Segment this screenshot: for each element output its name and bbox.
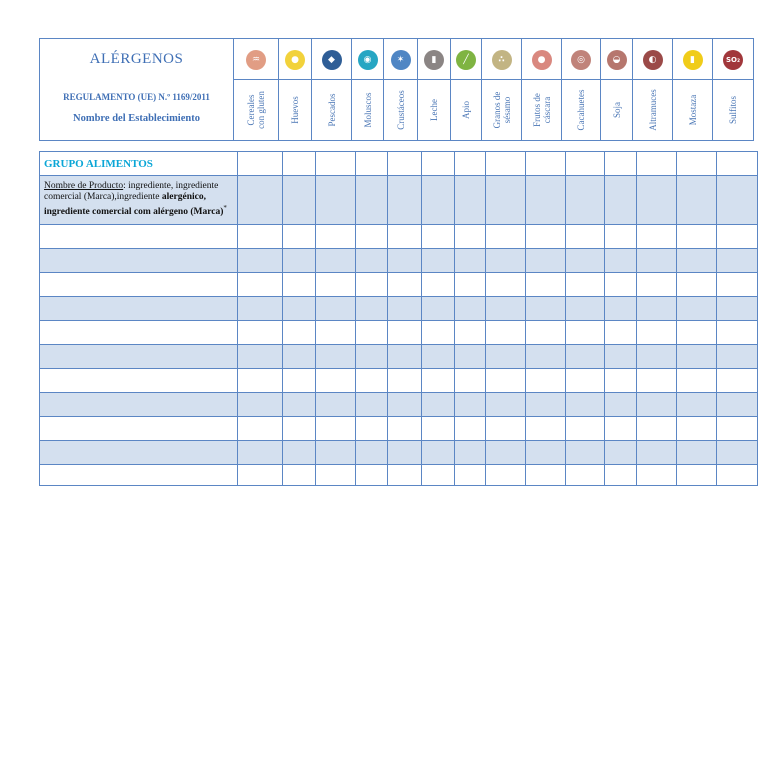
allergen-check-cell[interactable]: [356, 369, 388, 393]
allergen-check-cell[interactable]: [637, 225, 677, 249]
allergen-check-cell[interactable]: [717, 465, 758, 486]
allergen-check-cell[interactable]: [526, 345, 566, 369]
table-row: [40, 465, 758, 486]
allergen-check-cell[interactable]: [238, 225, 283, 249]
allergen-check-cell[interactable]: [422, 393, 455, 417]
allergen-check-cell[interactable]: [526, 225, 566, 249]
allergen-check-cell[interactable]: [356, 417, 388, 441]
allergen-check-cell[interactable]: [356, 441, 388, 465]
allergen-check-cell[interactable]: [605, 321, 637, 345]
lupin-icon: ◐: [643, 50, 663, 70]
milk-icon: ▮: [424, 50, 444, 70]
group-label: GRUPO ALIMENTOS: [44, 157, 153, 170]
allergen-check-cell[interactable]: [717, 369, 758, 393]
allergen-check-cell[interactable]: [316, 393, 356, 417]
allergen-check-cell[interactable]: [486, 441, 526, 465]
allergen-icon-cell: [522, 39, 562, 80]
allergen-check-cell[interactable]: [566, 152, 605, 176]
mustard-icon: ▮: [683, 50, 703, 70]
fish-icon: ◆: [322, 50, 342, 70]
allergen-check-cell[interactable]: [637, 345, 677, 369]
allergen-icon-cell: [279, 39, 312, 80]
product-text: Nombre de Producto: [44, 181, 124, 192]
allergen-check-cell[interactable]: [422, 176, 455, 225]
allergen-label: Soja: [611, 101, 622, 119]
allergen-icon-cell: [352, 39, 384, 80]
allergen-check-cell[interactable]: [422, 152, 455, 176]
allergen-check-cell[interactable]: [422, 441, 455, 465]
allergen-check-cell[interactable]: [316, 273, 356, 297]
allergen-check-cell[interactable]: [486, 176, 526, 225]
allergen-check-cell[interactable]: [283, 176, 316, 225]
allergen-check-cell[interactable]: [388, 152, 422, 176]
allergen-check-cell[interactable]: [677, 321, 717, 345]
allergen-label-cell: [279, 80, 312, 141]
allergen-label-cell: [601, 80, 633, 141]
allergen-check-cell[interactable]: [283, 321, 316, 345]
allergen-check-cell[interactable]: [316, 225, 356, 249]
table-row: [40, 417, 758, 441]
allergen-check-cell[interactable]: [566, 225, 605, 249]
allergen-check-cell[interactable]: [677, 176, 717, 225]
allergen-check-cell[interactable]: [356, 393, 388, 417]
allergen-check-cell[interactable]: [637, 393, 677, 417]
allergen-check-cell[interactable]: [238, 393, 283, 417]
table-row: [40, 321, 758, 345]
allergen-check-cell[interactable]: [356, 345, 388, 369]
allergen-check-cell[interactable]: [388, 345, 422, 369]
allergen-label-cell: [418, 80, 451, 141]
allergen-check-cell[interactable]: [717, 273, 758, 297]
allergen-check-cell[interactable]: [356, 465, 388, 486]
allergen-check-cell[interactable]: [455, 152, 486, 176]
allergen-label-cell: [562, 80, 601, 141]
allergen-check-cell[interactable]: [486, 273, 526, 297]
allergen-check-cell[interactable]: [486, 297, 526, 321]
allergen-check-cell[interactable]: [356, 249, 388, 273]
allergen-label: Sulfitos: [728, 95, 738, 125]
allergen-check-cell[interactable]: [422, 345, 455, 369]
allergen-label: Pescados: [326, 93, 337, 127]
allergen-icon-cell: [601, 39, 633, 80]
allergen-check-cell[interactable]: [388, 249, 422, 273]
allergen-check-cell[interactable]: [717, 225, 758, 249]
food-cell[interactable]: [40, 465, 238, 486]
allergen-check-cell[interactable]: [356, 273, 388, 297]
table-row: [40, 225, 758, 249]
allergen-check-cell[interactable]: [388, 176, 422, 225]
allergen-icon-cell: [384, 39, 418, 80]
allergen-check-cell[interactable]: [388, 441, 422, 465]
allergen-check-cell[interactable]: [717, 393, 758, 417]
allergen-check-cell[interactable]: [677, 369, 717, 393]
allergen-check-cell[interactable]: [605, 249, 637, 273]
allergen-check-cell[interactable]: [486, 321, 526, 345]
allergen-check-cell[interactable]: [316, 369, 356, 393]
allergen-label: Leche: [429, 99, 439, 121]
mollusc-icon: ◉: [358, 50, 378, 70]
allergen-check-cell[interactable]: [566, 393, 605, 417]
allergen-check-cell[interactable]: [605, 441, 637, 465]
allergen-check-cell[interactable]: [717, 176, 758, 225]
allergen-check-cell[interactable]: [455, 297, 486, 321]
allergen-check-cell[interactable]: [566, 345, 605, 369]
allergen-check-cell[interactable]: [388, 297, 422, 321]
allergen-label-cell: [451, 80, 482, 141]
establishment-name: Nombre del Establecimiento: [73, 113, 200, 124]
allergen-check-cell[interactable]: [316, 249, 356, 273]
allergen-check-cell[interactable]: [455, 441, 486, 465]
table-row: [40, 441, 758, 465]
allergen-check-cell[interactable]: [717, 297, 758, 321]
allergen-check-cell[interactable]: [717, 345, 758, 369]
allergen-check-cell[interactable]: [238, 369, 283, 393]
wheat-icon: ♒: [246, 50, 266, 70]
allergen-check-cell[interactable]: [316, 152, 356, 176]
allergen-icon-cell: [562, 39, 601, 80]
allergen-check-cell[interactable]: [605, 176, 637, 225]
allergen-check-cell[interactable]: [677, 417, 717, 441]
allergen-label: Altramuces: [647, 89, 658, 131]
food-cell[interactable]: [40, 417, 238, 441]
allergen-check-cell[interactable]: [422, 369, 455, 393]
allergen-check-cell[interactable]: [605, 273, 637, 297]
product-text: alergénico, ingrediente comercial com alérgeno (Marca): [44, 192, 224, 218]
food-cell[interactable]: [40, 297, 238, 321]
allergen-check-cell[interactable]: [388, 393, 422, 417]
allergen-icon-cell: [713, 39, 754, 80]
sulphite-icon: SO₂: [723, 50, 743, 70]
allergen-check-cell[interactable]: [238, 176, 283, 225]
allergen-check-cell[interactable]: [526, 249, 566, 273]
allergen-check-cell[interactable]: [677, 441, 717, 465]
allergen-check-cell[interactable]: [388, 321, 422, 345]
table-row: [40, 273, 758, 297]
allergen-check-cell[interactable]: [316, 297, 356, 321]
allergen-check-cell[interactable]: [566, 417, 605, 441]
allergen-check-cell[interactable]: [486, 465, 526, 486]
allergen-check-cell[interactable]: [717, 152, 758, 176]
table-row: [40, 249, 758, 273]
allergen-check-cell[interactable]: [455, 345, 486, 369]
allergen-check-cell[interactable]: [677, 345, 717, 369]
soy-icon: ◒: [607, 50, 627, 70]
allergen-check-cell[interactable]: [566, 249, 605, 273]
allergen-icon-cell: [234, 39, 279, 80]
allergen-check-cell[interactable]: [283, 345, 316, 369]
allergen-check-cell[interactable]: [677, 273, 717, 297]
allergen-check-cell[interactable]: [637, 321, 677, 345]
allergen-label-cell: [713, 80, 754, 141]
allergen-check-cell[interactable]: [455, 417, 486, 441]
product-description: [40, 179, 237, 220]
allergen-check-cell[interactable]: [316, 176, 356, 225]
table-row: [40, 297, 758, 321]
allergen-check-cell[interactable]: [526, 321, 566, 345]
allergen-check-cell[interactable]: [486, 345, 526, 369]
allergen-label-cell: [352, 80, 384, 141]
allergen-check-cell[interactable]: [566, 321, 605, 345]
product-text: *: [223, 204, 227, 213]
allergen-label-cell: [633, 80, 673, 141]
allergen-icon-cell: [633, 39, 673, 80]
allergen-label-cell: [234, 80, 279, 141]
allergen-check-cell[interactable]: [486, 152, 526, 176]
allergen-check-cell[interactable]: [238, 249, 283, 273]
allergen-check-cell[interactable]: [283, 393, 316, 417]
allergen-check-cell[interactable]: [637, 297, 677, 321]
allergen-check-cell[interactable]: [283, 369, 316, 393]
allergen-check-cell[interactable]: [637, 176, 677, 225]
allergen-check-cell[interactable]: [388, 369, 422, 393]
allergen-check-cell[interactable]: [637, 249, 677, 273]
allergen-check-cell[interactable]: [356, 176, 388, 225]
allergen-check-cell[interactable]: [526, 297, 566, 321]
allergen-check-cell[interactable]: [637, 273, 677, 297]
allergen-check-cell[interactable]: [455, 225, 486, 249]
allergen-check-cell[interactable]: [526, 152, 566, 176]
allergen-check-cell[interactable]: [388, 465, 422, 486]
allergen-check-cell[interactable]: [316, 417, 356, 441]
allergen-check-cell[interactable]: [605, 297, 637, 321]
allergen-check-cell[interactable]: [677, 152, 717, 176]
allergen-check-cell[interactable]: [455, 465, 486, 486]
allergen-check-cell[interactable]: [605, 152, 637, 176]
allergen-check-cell[interactable]: [605, 465, 637, 486]
allergen-check-cell[interactable]: [605, 417, 637, 441]
food-cell[interactable]: [40, 249, 238, 273]
allergen-check-cell[interactable]: [356, 321, 388, 345]
allergen-check-cell[interactable]: [238, 441, 283, 465]
allergen-label: Crustáceos: [395, 90, 406, 130]
egg-icon: ●: [285, 50, 305, 70]
allergen-icon-cell: [418, 39, 451, 80]
header-table: [39, 38, 754, 141]
allergen-label: Frutos de cáscara: [531, 93, 552, 127]
allergen-check-cell[interactable]: [455, 393, 486, 417]
allergen-label: Granos de sésamo: [491, 91, 512, 129]
food-cell[interactable]: [40, 441, 238, 465]
allergen-check-cell[interactable]: [283, 465, 316, 486]
allergen-check-cell[interactable]: [526, 441, 566, 465]
allergen-check-cell[interactable]: [238, 417, 283, 441]
allergen-check-cell[interactable]: [455, 321, 486, 345]
allergen-check-cell[interactable]: [238, 321, 283, 345]
crab-icon: ✶: [391, 50, 411, 70]
allergen-label: Apio: [461, 101, 471, 119]
allergen-check-cell[interactable]: [526, 393, 566, 417]
allergen-check-cell[interactable]: [486, 393, 526, 417]
allergen-check-cell[interactable]: [526, 465, 566, 486]
allergen-check-cell[interactable]: [526, 417, 566, 441]
allergen-check-cell[interactable]: [422, 321, 455, 345]
allergen-label-cell: [522, 80, 562, 141]
allergen-check-cell[interactable]: [238, 465, 283, 486]
allergen-check-cell[interactable]: [677, 249, 717, 273]
allergen-label-cell: [312, 80, 352, 141]
allergen-label: Cacahuetes: [576, 89, 586, 131]
allergen-check-cell[interactable]: [637, 417, 677, 441]
allergen-check-cell[interactable]: [422, 249, 455, 273]
allergen-check-cell[interactable]: [422, 225, 455, 249]
celery-icon: ╱: [456, 50, 476, 70]
allergen-check-cell[interactable]: [605, 393, 637, 417]
allergen-check-cell[interactable]: [316, 441, 356, 465]
allergen-label-cell: [673, 80, 713, 141]
food-cell[interactable]: [40, 152, 238, 176]
allergen-check-cell[interactable]: [637, 369, 677, 393]
allergen-icon-cell: [673, 39, 713, 80]
icon-row: [40, 39, 754, 80]
allergen-icon-cell: [312, 39, 352, 80]
allergen-check-cell[interactable]: [238, 345, 283, 369]
allergen-check-cell[interactable]: [238, 273, 283, 297]
allergen-check-cell[interactable]: [605, 225, 637, 249]
allergen-check-cell[interactable]: [283, 297, 316, 321]
allergen-check-cell[interactable]: [486, 249, 526, 273]
allergen-check-cell[interactable]: [566, 297, 605, 321]
food-cell[interactable]: [40, 345, 238, 369]
allergen-check-cell[interactable]: [717, 249, 758, 273]
sesame-icon: ∴: [492, 50, 512, 70]
title-block: [40, 39, 234, 141]
allergen-check-cell[interactable]: [388, 417, 422, 441]
allergen-check-cell[interactable]: [238, 297, 283, 321]
allergen-sheet: [39, 38, 740, 486]
product-text: : ingrediente, ingrediente comercial (Marca),ingrediente: [44, 181, 219, 203]
food-cell[interactable]: [40, 225, 238, 249]
table-row: [40, 152, 758, 176]
food-cell[interactable]: [40, 321, 238, 345]
allergen-label-cell: [482, 80, 522, 141]
allergen-check-cell[interactable]: [637, 465, 677, 486]
allergen-check-cell[interactable]: [677, 225, 717, 249]
allergen-check-cell[interactable]: [566, 176, 605, 225]
allergen-check-cell[interactable]: [717, 441, 758, 465]
allergen-check-cell[interactable]: [637, 152, 677, 176]
allergen-check-cell[interactable]: [356, 225, 388, 249]
allergen-check-cell[interactable]: [717, 417, 758, 441]
allergen-check-cell[interactable]: [605, 345, 637, 369]
nut-icon: ●: [532, 50, 552, 70]
allergen-check-cell[interactable]: [283, 225, 316, 249]
allergen-check-cell[interactable]: [605, 369, 637, 393]
allergen-check-cell[interactable]: [422, 465, 455, 486]
allergen-check-cell[interactable]: [455, 176, 486, 225]
allergen-check-cell[interactable]: [566, 273, 605, 297]
allergen-check-cell[interactable]: [677, 465, 717, 486]
allergen-check-cell[interactable]: [717, 321, 758, 345]
allergen-label: Cereales con gluten: [246, 91, 266, 129]
allergen-icon-cell: [482, 39, 522, 80]
allergen-check-cell[interactable]: [388, 225, 422, 249]
allergen-label: Huevos: [290, 96, 300, 124]
allergen-check-cell[interactable]: [238, 152, 283, 176]
allergen-check-cell[interactable]: [566, 465, 605, 486]
food-cell[interactable]: [40, 369, 238, 393]
allergen-label: Moluscos: [362, 92, 373, 128]
table-row: [40, 369, 758, 393]
allergen-check-cell[interactable]: [356, 152, 388, 176]
allergen-check-cell[interactable]: [422, 417, 455, 441]
allergen-check-cell[interactable]: [455, 273, 486, 297]
regulation-ref: REGULAMENTO (UE) N.º 1169/2011: [63, 92, 210, 102]
allergen-check-cell[interactable]: [422, 273, 455, 297]
allergen-check-cell[interactable]: [283, 152, 316, 176]
allergen-check-cell[interactable]: [283, 249, 316, 273]
allergen-check-cell[interactable]: [455, 249, 486, 273]
allergen-check-cell[interactable]: [422, 297, 455, 321]
table-row: [40, 176, 758, 225]
allergen-check-cell[interactable]: [316, 321, 356, 345]
food-cell[interactable]: [40, 273, 238, 297]
allergen-check-cell[interactable]: [677, 393, 717, 417]
allergen-check-cell[interactable]: [677, 297, 717, 321]
allergen-label-cell: [384, 80, 418, 141]
allergen-check-cell[interactable]: [455, 369, 486, 393]
allergen-grid: [39, 151, 758, 486]
peanut-icon: ◎: [571, 50, 591, 70]
allergen-check-cell[interactable]: [283, 441, 316, 465]
allergen-check-cell[interactable]: [486, 225, 526, 249]
allergen-check-cell[interactable]: [486, 369, 526, 393]
food-cell[interactable]: [40, 176, 238, 225]
allergen-label: Mostaza: [687, 94, 698, 126]
allergen-icon-cell: [451, 39, 482, 80]
allergen-check-cell[interactable]: [526, 273, 566, 297]
allergen-check-cell[interactable]: [388, 273, 422, 297]
sheet-title: ALÉRGENOS: [89, 51, 184, 67]
table-row: [40, 393, 758, 417]
allergen-check-cell[interactable]: [316, 465, 356, 486]
table-row: [40, 345, 758, 369]
allergen-check-cell[interactable]: [283, 417, 316, 441]
allergen-check-cell[interactable]: [566, 369, 605, 393]
allergen-check-cell[interactable]: [526, 369, 566, 393]
allergen-check-cell[interactable]: [566, 441, 605, 465]
allergen-check-cell[interactable]: [637, 441, 677, 465]
allergen-check-cell[interactable]: [316, 345, 356, 369]
allergen-check-cell[interactable]: [526, 176, 566, 225]
food-cell[interactable]: [40, 393, 238, 417]
allergen-check-cell[interactable]: [356, 297, 388, 321]
allergen-check-cell[interactable]: [283, 273, 316, 297]
allergen-check-cell[interactable]: [486, 417, 526, 441]
